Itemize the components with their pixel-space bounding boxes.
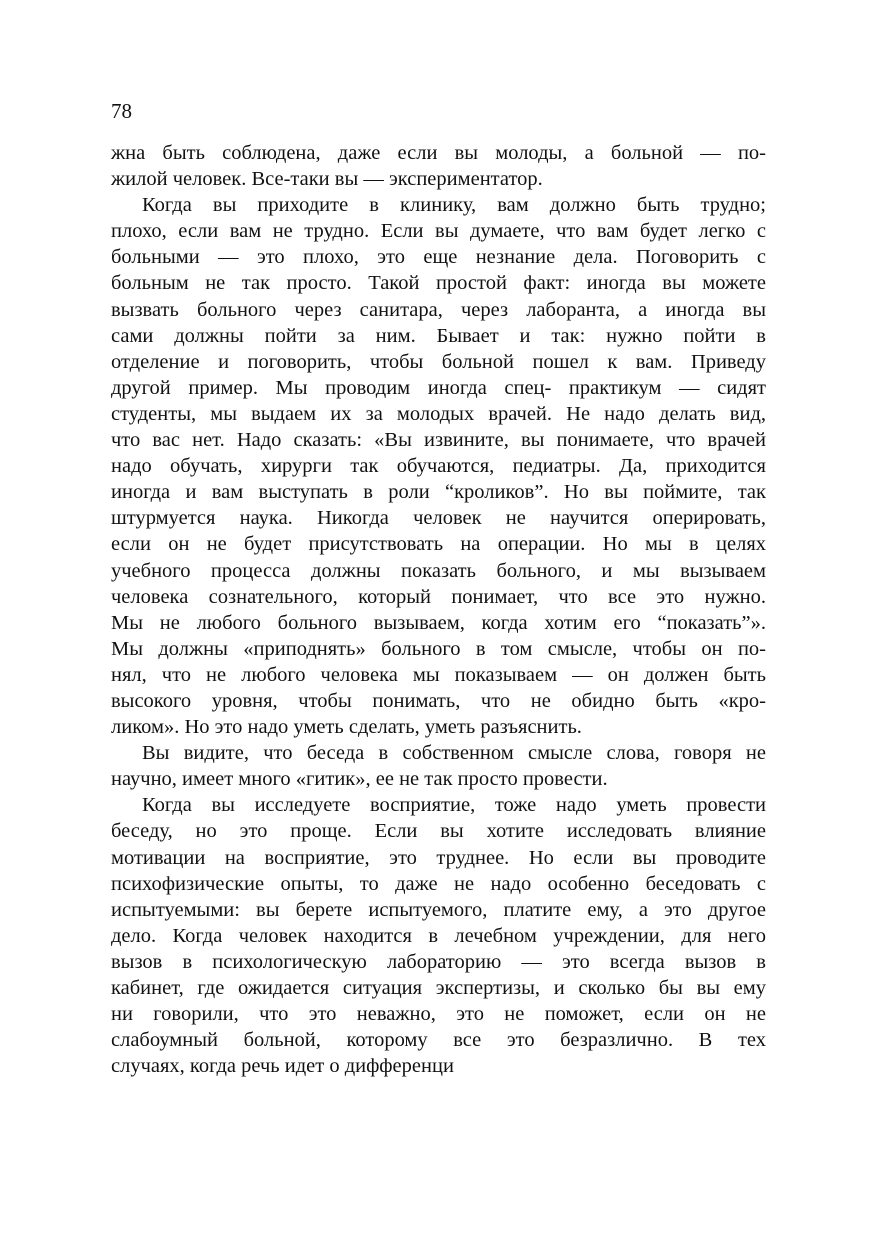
text-line: Когда вы исследуете восприятие, тоже надо уметь провести bbox=[142, 794, 766, 817]
text-line: ни говорили, что это неважно, это не поможет, если он не bbox=[111, 1003, 766, 1026]
text-line: испытуемыми: вы берете испытуемого, платите ему, а это другое bbox=[111, 898, 766, 921]
text-line: кабинет, где ожидается ситуация экспертизы, и сколько бы вы ему bbox=[111, 977, 766, 999]
text-line: надо обучать, хирурги так обучаются, педиатры. Да, приходится bbox=[111, 455, 766, 478]
body-text bbox=[111, 140, 766, 1079]
text-line: беседу, но это проще. Если вы хотите исследовать влияние bbox=[111, 820, 766, 843]
text-line: учебного процесса должны показать больного, и мы вызываем bbox=[111, 559, 766, 582]
text-line: иногда и вам выступать в роли “кроликов”. Но вы поймите, так bbox=[111, 481, 766, 504]
text-line: вызвать больного через санитара, через лаборанта, а иногда вы bbox=[111, 298, 766, 321]
page-number: 78 bbox=[111, 99, 132, 123]
text-line: жна быть соблюдена, даже если вы молоды, а больной — по- bbox=[111, 142, 766, 164]
text-line: человека сознательного, который понимает, что все это нужно. bbox=[111, 585, 766, 608]
text-line: другой пример. Мы проводим иногда спец- практикум — сидят bbox=[111, 376, 766, 399]
text-line: Мы должны «приподнять» больного в том смысле, чтобы он по- bbox=[111, 637, 766, 660]
text-line: психофизические опыты, то даже не надо особенно беседовать с bbox=[111, 872, 766, 895]
text-line: больными — это плохо, это еще незнание дела. Поговорить с bbox=[111, 246, 766, 269]
text-line: студенты, мы выдаем их за молодых врачей. Не надо делать вид, bbox=[111, 402, 766, 425]
text-line: Мы не любого больного вызываем, когда хотим его “показать”». bbox=[111, 611, 766, 634]
text-line: ликом». Но это надо уметь сделать, уметь разъяснить. bbox=[111, 716, 582, 739]
text-line: Когда вы приходите в клинику, вам должно быть трудно; bbox=[142, 194, 766, 217]
text-line: больным не так просто. Такой простой факт: иногда вы можете bbox=[111, 272, 766, 295]
text-line: если он не будет присутствовать на операции. Но мы в целях bbox=[111, 533, 766, 556]
text-line: плохо, если вам не трудно. Если вы думаете, что вам будет легко с bbox=[111, 220, 766, 243]
text-line: научно, имеет много «гитик», ее не так просто провести. bbox=[111, 768, 608, 791]
text-line: отделение и поговорить, чтобы больной пошел к вам. Приведу bbox=[111, 350, 766, 373]
text-line: штурмуется наука. Никогда человек не научится оперировать, bbox=[111, 507, 766, 530]
text-line: жилой человек. Все-таки вы — экспериментатор. bbox=[111, 168, 543, 191]
text-line: что вас нет. Надо сказать: «Вы извините, вы понимаете, что врачей bbox=[111, 429, 766, 452]
text-line: мотивации на восприятие, это труднее. Но если вы проводите bbox=[111, 846, 766, 869]
text-line: сами должны пойти за ним. Бывает и так: нужно пойти в bbox=[111, 324, 766, 347]
text-line: Вы видите, что беседа в собственном смысле слова, говоря не bbox=[142, 742, 766, 765]
text-line: высокого уровня, чтобы понимать, что не обидно быть «кро- bbox=[111, 689, 766, 712]
text-line: вызов в психологическую лабораторию — это всегда вызов в bbox=[111, 950, 766, 973]
text-line: дело. Когда человек находится в лечебном учреждении, для него bbox=[111, 924, 766, 947]
text-line: случаях, когда речь идет о дифференци bbox=[111, 1055, 454, 1078]
text-line: нял, что не любого человека мы показываем — он должен быть bbox=[111, 663, 766, 686]
text-line: слабоумный больной, которому все это безразлично. В тех bbox=[111, 1029, 766, 1052]
